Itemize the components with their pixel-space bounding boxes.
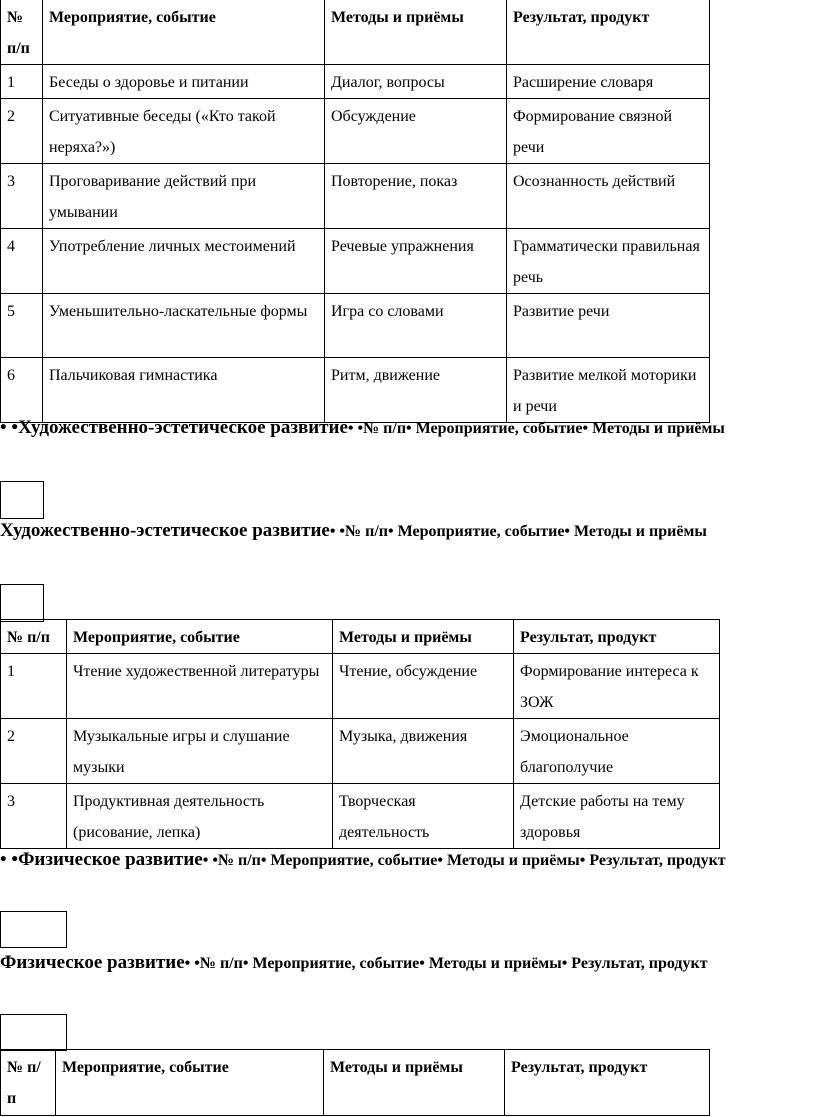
cell-number: 1 bbox=[1, 654, 67, 719]
header-event: Мероприятие, событие bbox=[67, 620, 333, 654]
cell-number: 2 bbox=[1, 719, 67, 784]
cell-methods: Чтение, обсуждение bbox=[333, 654, 514, 719]
cell-methods: Ритм, движение bbox=[325, 358, 507, 423]
header-number: № п/п bbox=[1, 620, 67, 654]
heading-rest: • •№ п/п• Мероприятие, событие• Методы и приёмы bbox=[347, 420, 725, 437]
table-row bbox=[1, 99, 710, 164]
cell-event: Уменьшительно-ласкательные формы bbox=[43, 294, 325, 358]
table-row bbox=[1, 65, 710, 99]
cell-methods: Творческая деятельность bbox=[333, 784, 514, 849]
cell-methods: Повторение, показ bbox=[325, 164, 507, 229]
heading-rest: • •№ п/п• Мероприятие, событие• Методы и приёмы• Результат, продукт bbox=[184, 955, 708, 972]
art-heading bbox=[0, 514, 800, 548]
header-methods: Методы и приёмы bbox=[324, 1050, 505, 1116]
cell-methods: Музыка, движения bbox=[333, 719, 514, 784]
phys-heading bbox=[0, 946, 800, 980]
cell-number: 4 bbox=[1, 229, 43, 294]
table-header-row bbox=[1, 620, 720, 654]
cell-result: Эмоциональное благополучие bbox=[514, 719, 720, 784]
cell-event: Чтение художественной литературы bbox=[67, 654, 333, 719]
header-result: Результат, продукт bbox=[505, 1050, 710, 1116]
cell-event: Употребление личных местоимений bbox=[43, 229, 325, 294]
cell-number: 1 bbox=[1, 65, 43, 99]
empty-box bbox=[0, 1014, 67, 1051]
header-number: № п/п bbox=[1, 0, 43, 65]
heading-prefix: • • bbox=[0, 417, 19, 438]
table-row bbox=[1, 229, 710, 294]
heading-title: Художественно-эстетическое развитие bbox=[0, 520, 330, 541]
cell-number: 6 bbox=[1, 358, 43, 423]
cell-number: 3 bbox=[1, 784, 67, 849]
heading-title: Художественно-эстетическое развитие bbox=[18, 417, 348, 438]
heading-title: Физическое развитие bbox=[0, 952, 185, 973]
cell-result: Развитие речи bbox=[507, 294, 710, 358]
empty-box bbox=[0, 911, 67, 948]
header-number: № п/п bbox=[1, 1050, 56, 1116]
empty-box bbox=[0, 584, 44, 622]
cell-result: Расширение словаря bbox=[507, 65, 710, 99]
cell-result: Развитие мелкой моторики и речи bbox=[507, 358, 710, 423]
cell-methods: Обсуждение bbox=[325, 99, 507, 164]
cell-result: Формирование связной речи bbox=[507, 99, 710, 164]
table-physical-development bbox=[0, 1049, 710, 1116]
cell-event: Музыкальные игры и слушание музыки bbox=[67, 719, 333, 784]
cell-event: Продуктивная деятельность (рисование, лепка) bbox=[67, 784, 333, 849]
table-row bbox=[1, 719, 720, 784]
cell-result: Детские работы на тему здоровья bbox=[514, 784, 720, 849]
cell-number: 3 bbox=[1, 164, 43, 229]
table-art-development bbox=[0, 619, 720, 849]
cell-number: 2 bbox=[1, 99, 43, 164]
header-event: Мероприятие, событие bbox=[43, 0, 325, 65]
heading-prefix: • • bbox=[0, 849, 19, 870]
table-row bbox=[1, 654, 720, 719]
cell-result: Грамматически правильная речь bbox=[507, 229, 710, 294]
header-methods: Методы и приёмы bbox=[325, 0, 507, 65]
heading-title: Физическое развитие bbox=[18, 849, 203, 870]
art-heading-bullets bbox=[0, 411, 800, 445]
cell-methods: Диалог, вопросы bbox=[325, 65, 507, 99]
cell-event: Пальчиковая гимнастика bbox=[43, 358, 325, 423]
cell-result: Формирование интереса к ЗОЖ bbox=[514, 654, 720, 719]
cell-event: Проговаривание действий при умывании bbox=[43, 164, 325, 229]
header-result: Результат, продукт bbox=[514, 620, 720, 654]
table-header-row bbox=[1, 1050, 710, 1116]
table-row bbox=[1, 164, 710, 229]
cell-methods: Речевые упражнения bbox=[325, 229, 507, 294]
cell-event: Беседы о здоровье и питании bbox=[43, 65, 325, 99]
cell-event: Ситуативные беседы («Кто такой неряха?») bbox=[43, 99, 325, 164]
heading-rest: • •№ п/п• Мероприятие, событие• Методы и приёмы bbox=[329, 523, 707, 540]
heading-rest: • •№ п/п• Мероприятие, событие• Методы и приёмы• Результат, продукт bbox=[202, 852, 726, 869]
phys-heading-bullets bbox=[0, 843, 800, 877]
cell-result: Осознанность действий bbox=[507, 164, 710, 229]
header-methods: Методы и приёмы bbox=[333, 620, 514, 654]
header-event: Мероприятие, событие bbox=[56, 1050, 324, 1116]
table-speech-development bbox=[0, 0, 710, 423]
cell-methods: Игра со словами bbox=[325, 294, 507, 358]
cell-number: 5 bbox=[1, 294, 43, 358]
table-header-row bbox=[1, 0, 710, 65]
header-result: Результат, продукт bbox=[507, 0, 710, 65]
table-row bbox=[1, 784, 720, 849]
table-row bbox=[1, 294, 710, 358]
